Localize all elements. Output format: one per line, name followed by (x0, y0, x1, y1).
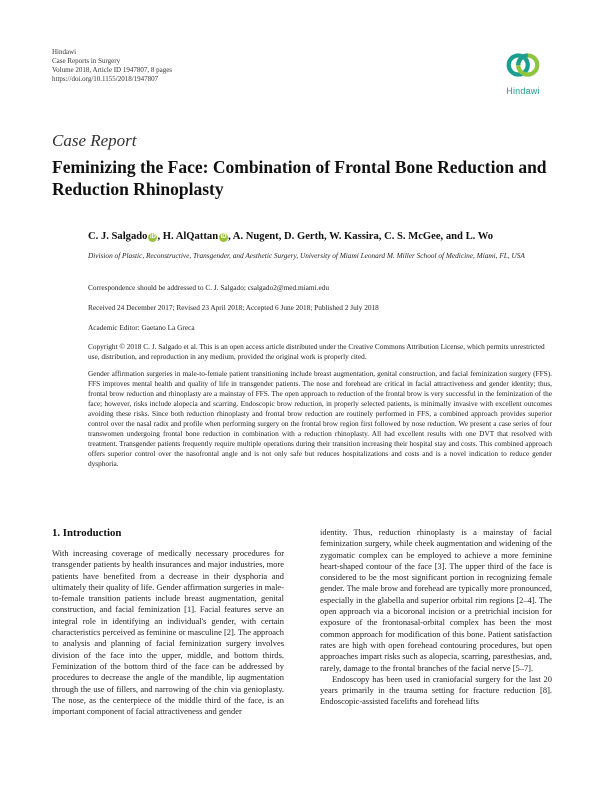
intro-paragraph-continued: identity. Thus, reduction rhinoplasty is a mainstay of facial feminization surgery, while cheek augmentation and widening of the zygomatic complex can be employed to achieve a more feminine heart-shaped contour of the face [3]. The upper third of the face is considered to be the most significant portion in recognizing female gender. The male brow and forehead are typically more pronounced, especially in the glabella and superior orbital rim regions [2–4]. The open approach via a bicoronal incision or a pretrichial incision for exposure of the frontonasal-orbital complex has been the most common approach for modification of this bone. Patient satisfaction rates are high with open forehead contouring procedures, but open approaches impart risks such as alopecia, scarring, paresthesias, and, rarely, damage to the frontal branches of the facial nerve [5–7]. (320, 527, 552, 673)
hindawi-logo (496, 46, 550, 104)
volume-line: Volume 2018, Article ID 1947807, 8 pages (52, 66, 173, 74)
author-list (88, 231, 493, 242)
author-alqattan[interactable]: H. AlQattan (162, 231, 219, 242)
academic-editor: Academic Editor: Gaetano La Greca (88, 323, 195, 332)
correspondence: Correspondence should be addressed to C. J. Salgado; csalgado2@med.miami.edu (88, 283, 329, 292)
article-type: Case Report (52, 131, 137, 150)
author-salgado[interactable]: C. J. Salgado (88, 231, 148, 242)
orcid-icon[interactable]: iD (149, 234, 156, 240)
copyright-notice: Copyright © 2018 C. J. Salgado et al. This is an open access article distributed under the Creative Commons Attribution License, which permits unrestricted use, distribution, and reproduction in any medium, provided the original work is properly cited. (88, 342, 545, 361)
paper-title: Feminizing the Face: Combination of Frontal Bone Reduction and Reduction Rhinoplasty (52, 157, 547, 199)
abstract: Gender affirmation surgeries in male-to-female patient transitioning include breast augmentation, genital construction, and facial feminization surgery (FFS). FFS improves mental health and quality of life in transgender patients. The nose and forehead are critical in facial attractiveness and gender identity; thus, frontal brow reduction and rhinoplasty are a mainstay of FFS. The open approach to reduction of the frontal brow is very successful in the feminization of the face; however, risks include alopecia and scarring. Endoscopic brow reduction, in properly selected patients, is minimally invasive with excellent outcomes avoiding these risks. Since both reduction rhinoplasty and frontal brow reduction are routinely performed in FFS, a combined approach provides superior control over the nasal radix and profile when performing surgery on the frontal brow region first followed by nose reduction. We present a case series of four transwomen undergoing frontal bone reduction in combination with a reduction rhinoplasty. All had excellent results with one DVT that resolved with treatment. Transgender patients frequently require multiple operations during their transition increasing their hospital stay and costs. This combined approach offers superior control over the nasofrontal angle and is not only safe but reduces hospitalizations and costs and is a novel indication to reduce gender dysphoria. (88, 369, 552, 468)
orcid-icon[interactable]: iD (220, 234, 227, 240)
logo-wordmark: Hindawi (506, 86, 540, 96)
doi-link[interactable]: https://doi.org/10.1155/2018/1947807 (52, 75, 159, 83)
journal-name: Case Reports in Surgery (52, 57, 121, 65)
endoscopy-paragraph: Endoscopy has been used in craniofacial surgery for the last 20 years primarily in the trauma setting for fracture reduction [8]. Endoscopic-assisted facelifts and forehead lifts (320, 673, 552, 707)
affiliation: Division of Plastic, Reconstructive, Transgender, and Aesthetic Surgery, University of Miami Leonard M. Miller School of Medicine, Miami, FL, USA (88, 251, 525, 260)
journal-info (52, 48, 172, 84)
hindawi-rings-icon (504, 46, 542, 84)
publication-dates: Received 24 December 2017; Revised 23 April 2018; Accepted 6 June 2018; Published 2 July 2018 (88, 303, 379, 312)
publisher-name: Hindawi (52, 48, 77, 56)
intro-paragraph: With increasing coverage of medically necessary procedures for transgender patients by health insurances and major industries, more patients have benefited from a decrease in their dysphoria and ultimately their quality of life. Gender affirmation surgeries in male-to-female transition patients include breast augmentation, genital construction, and facial feminization [1]. Facial features serve an integral role in identifying an individual's gender, with certain characteristics perceived as feminine or masculine [2]. The approach to analysis and planning of facial feminization surgery involves division of the face into the upper, middle, and bottom thirds. Feminization of the bottom third of the face can be addressed by procedures to decrease the angle of the mandible, lip augmentation through the use of fillers, and narrowing of the chin via genioplasty. The nose, as the centerpiece of the middle third of the face, is an important component of facial attractiveness and gender (52, 548, 285, 717)
author-list-rest: , A. Nugent, D. Gerth, W. Kassira, C. S. McGee, and L. Wo (228, 231, 494, 242)
left-column (52, 548, 284, 717)
section-heading: 1. Introduction (52, 527, 122, 539)
author-separator: , (157, 231, 163, 242)
right-column (320, 527, 552, 708)
